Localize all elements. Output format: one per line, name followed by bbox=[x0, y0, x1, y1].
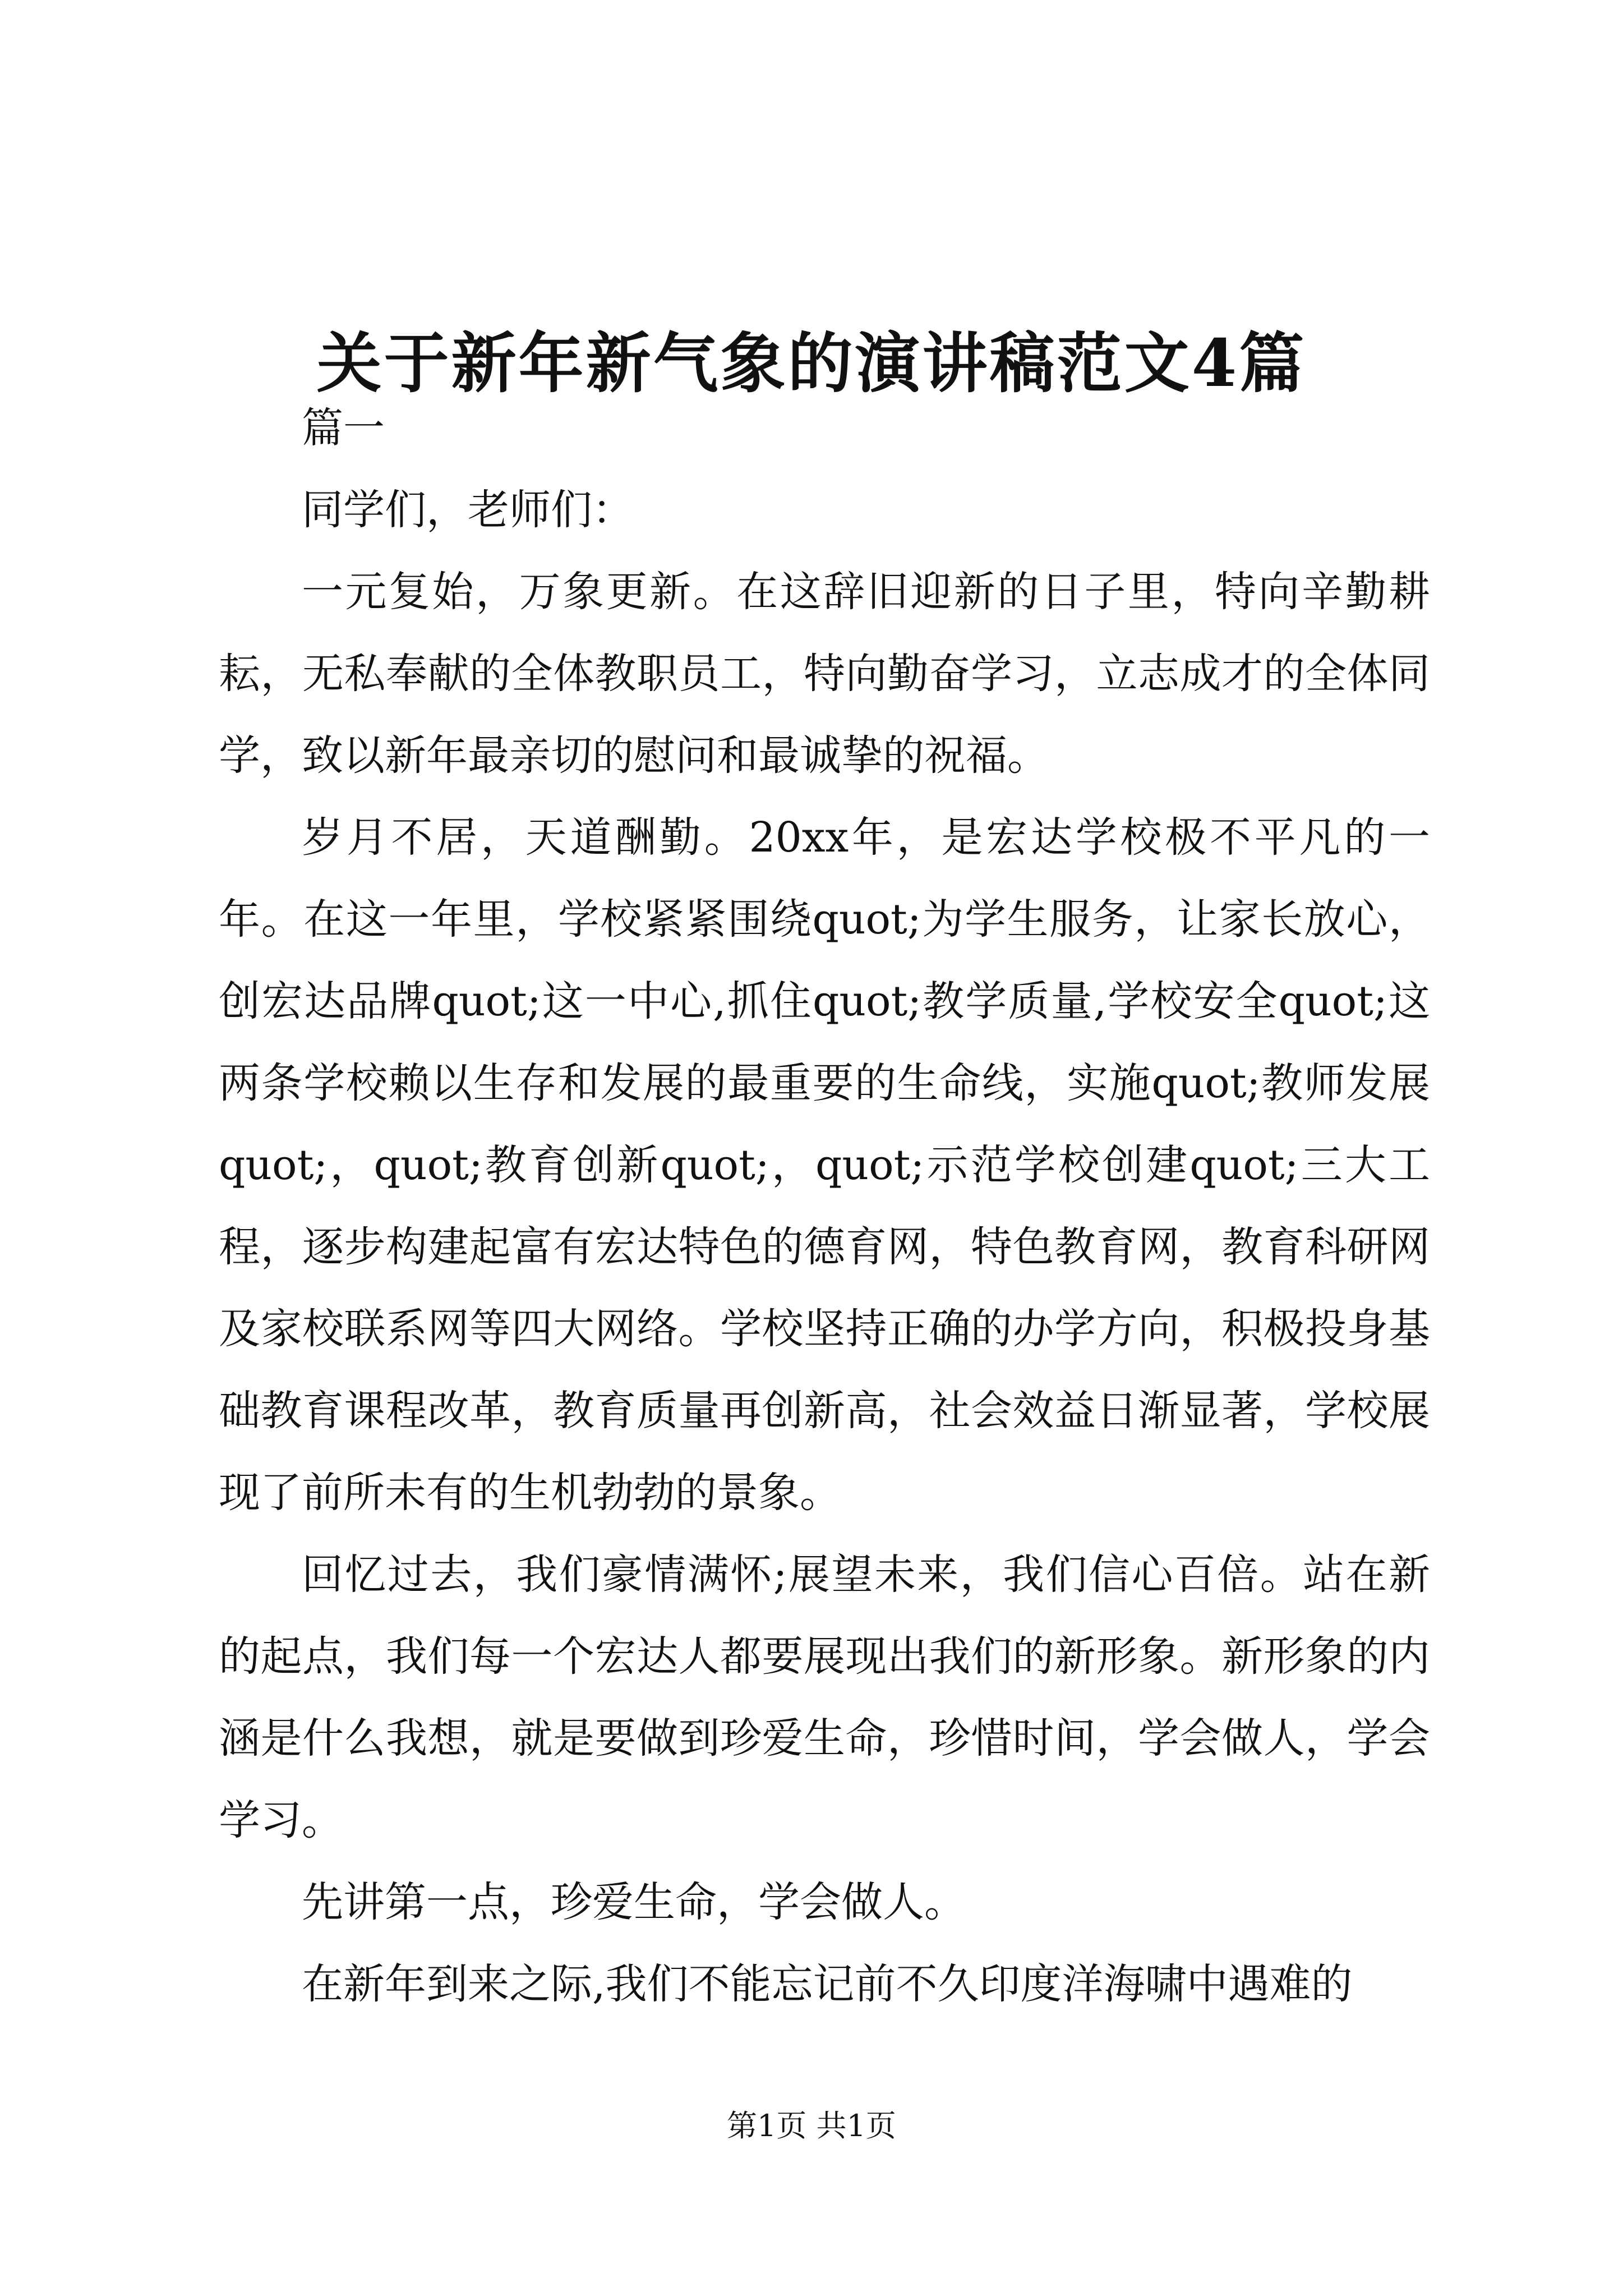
document-title: 关于新年新气象的演讲稿范文4篇 bbox=[316, 325, 1307, 402]
body-paragraph: 先讲第一点，珍爱生命，学会做人。 bbox=[302, 1878, 966, 1926]
body-paragraph: 在新年到来之际,我们不能忘记前不久印度洋海啸中遇难的 bbox=[302, 1960, 1353, 2008]
salutation: 同学们，老师们： bbox=[302, 486, 634, 534]
page-number: 第1页 共1页 bbox=[727, 2108, 896, 2143]
section-heading: 篇一 bbox=[302, 404, 385, 452]
body-paragraph: 一元复始，万象更新。在这辞旧迎新的日子里，特向辛勤耕耘，无私奉献的全体教职员工，特向勤奋学习，立志成才的全体同学，致以新年最亲切的慰问和最诚挚的祝福。 bbox=[219, 568, 1430, 780]
document-body bbox=[219, 387, 1430, 2025]
body-paragraph: 岁月不居，天道酬勤。20xx年，是宏达学校极不平凡的一年。在这一年里，学校紧紧围绕quot;为学生服务，让家长放心，创宏达品牌quot;这一中心,抓住quot;教学质量,学校安全quot;这两条学校赖以生存和发展的最重要的生命线，实施quot;教师发展quot;，quot;教育创新quot;，quot;示范学校创建quot;三大工程，逐步构建起富有宏达特色的德育网，特色教育网，教育科研网及家校联系网等四大网络。学校坚持正确的办学方向，积极投身基础教育课程改革，教育质量再创新高，社会效益日渐显著，学校展现了前所未有的生机勃勃的景象。 bbox=[219, 813, 1430, 1517]
body-paragraph: 回忆过去，我们豪情满怀;展望未来，我们信心百倍。站在新的起点，我们每一个宏达人都要展现出我们的新形象。新形象的内涵是什么我想，就是要做到珍爱生命，珍惜时间，学会做人，学会学习。 bbox=[219, 1550, 1430, 1844]
